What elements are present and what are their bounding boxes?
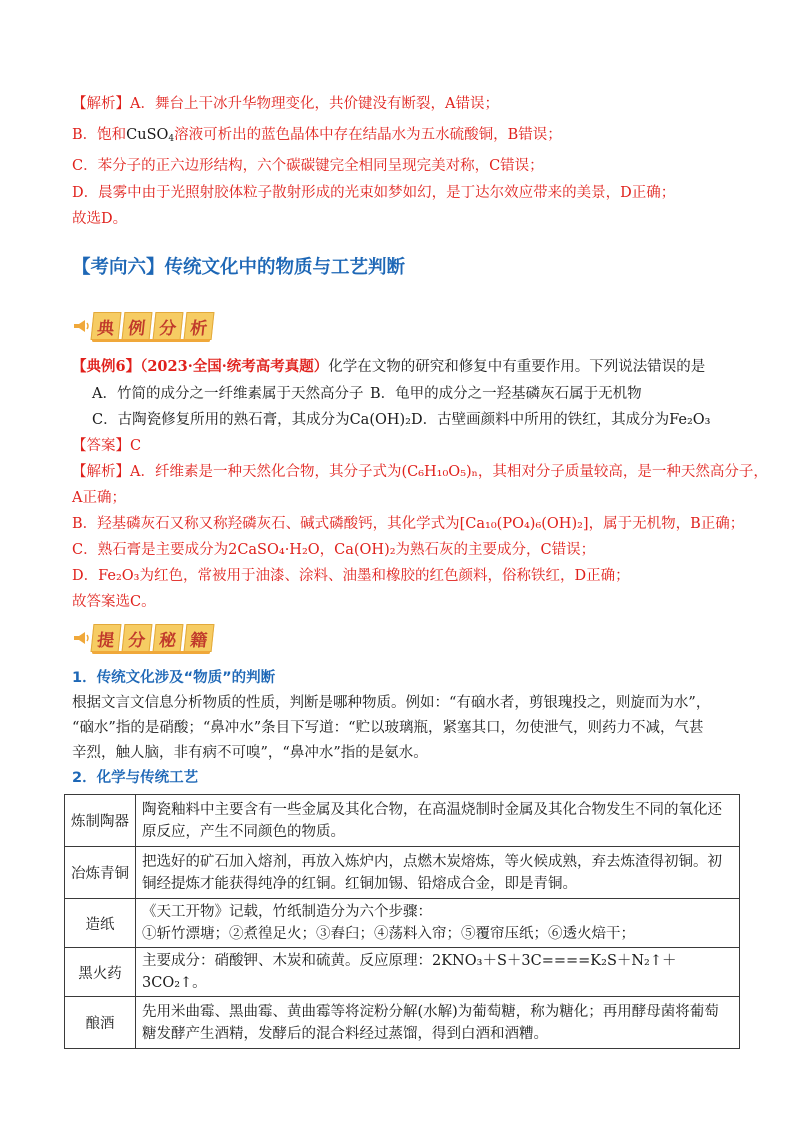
process-table (64, 794, 740, 1049)
prev-analysis-line2: B．饱和CuSO$_4$溶液可析出的蓝色晶体中存在结晶水为五水硫酸铜，B错误； (72, 127, 562, 144)
example-analysis-badge (72, 308, 213, 344)
badge-underline (92, 651, 210, 654)
badge-char: 籍 (184, 624, 215, 652)
option-b: B．龟甲的成分之一羟基磷灰石属于无机物 (370, 386, 642, 402)
prev-analysis-line1: 【解析】A．舞台上干冰升华物理变化，共价键没有断裂，A错误； (72, 96, 499, 112)
tips-paragraph-line2: “硇水”指的是硝酸；“鼻冲水”条目下写道：“贮以玻璃瓶，紧塞其口，勿使泄气，则药力不减，气甚 (72, 720, 704, 736)
table-row (65, 847, 740, 899)
prev-analysis-line5: 故选D。 (72, 211, 128, 227)
table-row (65, 997, 740, 1049)
table-key: 造纸 (65, 899, 136, 948)
explain-line5: D．Fe₂O₃为红色，常被用于油漆、涂料、油墨和橡胶的红色颜料，俗称铁红，D正确； (72, 568, 630, 584)
badge-char: 析 (184, 312, 215, 340)
section-title: 【考向六】传统文化中的物质与工艺判断 (72, 257, 406, 278)
table-key: 黑火药 (65, 948, 136, 997)
option-a: A．竹简的成分之一纤维素属于天然高分子 (92, 386, 364, 402)
horn-icon (72, 629, 90, 647)
option-d: D．古壁画颜料中所用的铁红，其成分为Fe₂O₃ (411, 412, 711, 428)
prev-analysis-line3: C．苯分子的正六边形结构，六个碳碳键完全相同呈现完美对称，C错误； (72, 158, 544, 174)
table-value: 把选好的矿石加入熔剂，再放入炼炉内，点燃木炭熔炼，等火候成熟，弃去炼渣得初铜。初铜经提炼才能获得纯净的红铜。红铜加锡、铅熔成合金，即是青铜。 (136, 847, 740, 899)
badge-underline (92, 339, 210, 342)
table-row (65, 795, 740, 847)
table-value (136, 899, 740, 948)
table-key: 冶炼青铜 (65, 847, 136, 899)
explain-line6: 故答案选C。 (72, 594, 156, 610)
horn-icon (72, 317, 90, 335)
table-key: 炼制陶器 (65, 795, 136, 847)
badge-char: 提 (91, 624, 122, 652)
table-value-line: ①斩竹漂塘；②煮徨足火；③舂臼；④荡料入帘；⑤覆帘压纸；⑥透火焙干； (142, 926, 635, 942)
option-c: C．古陶瓷修复所用的熟石膏，其成分为Ca(OH)₂ (92, 412, 411, 428)
explain-line2: A正确； (72, 490, 126, 506)
table-key: 酿酒 (65, 997, 136, 1049)
tips-heading-1: 1．传统文化涉及“物质”的判断 (72, 670, 276, 686)
example-question: 【典例6】（2023·全国·统考高考真题）化学在文物的研究和修复中有重要作用。下列说法错误的是 (72, 358, 706, 375)
badge-char: 分 (122, 624, 153, 652)
explain-line4: C．熟石膏是主要成分为2CaSO₄·H₂O，Ca(OH)₂为熟石灰的主要成分，C错误； (72, 542, 596, 558)
answer: 【答案】C (72, 438, 142, 454)
badge-char: 典 (91, 312, 122, 340)
tips-paragraph-line1: 根据文言文信息分析物质的性质，判断是哪种物质。例如：“有硇水者，剪银瑰投之，则旋而为水”， (72, 695, 711, 711)
table-value-line: 《天工开物》记载，竹纸制造分为六个步骤： (142, 904, 432, 920)
explain-line1: 【解析】A．纤维素是一种天然化合物，其分子式为(C₆H₁₀O₅)ₙ，其相对分子质量较高，是一种天然高分子， (72, 464, 768, 480)
table-row (65, 948, 740, 997)
tips-paragraph-line3: 辛烈，触人脑，非有病不可嗅”，“鼻冲水”指的是氨水。 (72, 745, 428, 761)
table-value: 陶瓷釉料中主要含有一些金属及其化合物，在高温烧制时金属及其化合物发生不同的氧化还原反应，产生不同颜色的物质。 (136, 795, 740, 847)
tips-heading-2: 2．化学与传统工艺 (72, 770, 199, 786)
table-value: 先用米曲霉、黑曲霉、黄曲霉等将淀粉分解(水解)为葡萄糖，称为糖化；再用酵母菌将葡萄糖发酵产生酒精，发酵后的混合料经过蒸馏，得到白酒和酒糟。 (136, 997, 740, 1049)
table-row (65, 899, 740, 948)
badge-char: 秘 (153, 624, 184, 652)
table-value: 主要成分：硝酸钾、木炭和硫黄。反应原理：2KNO₃＋S＋3C====K₂S＋N₂↑＋3CO₂↑。 (136, 948, 740, 997)
badge-char: 例 (122, 312, 153, 340)
prev-analysis-line4: D．晨雾中由于光照射胶体粒子散射形成的光束如梦如幻，是丁达尔效应带来的美景，D正确； (72, 185, 676, 201)
tips-badge (72, 620, 213, 656)
badge-char: 分 (153, 312, 184, 340)
explain-line3: B．羟基磷灰石又称又称羟磷灰石、碱式磷酸钙，其化学式为[Ca₁₀(PO₄)₆(OH)₂]，属于无机物，B正确； (72, 516, 745, 532)
